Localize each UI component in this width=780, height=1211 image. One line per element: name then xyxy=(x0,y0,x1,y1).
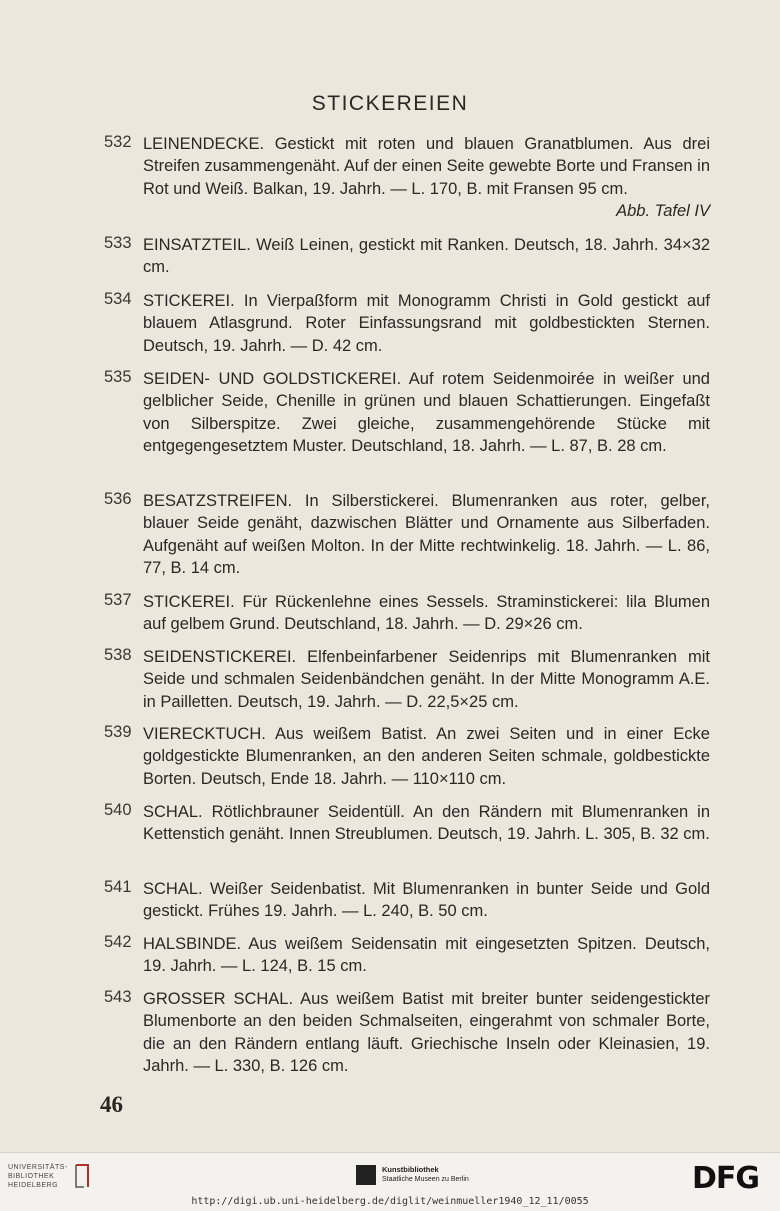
entry-number: 539 xyxy=(104,723,132,741)
source-url-link[interactable]: http://digi.ub.uni-heidelberg.de/diglit/weinmueller1940_12_11/0055 xyxy=(191,1196,589,1207)
catalog-entry-535 xyxy=(104,368,710,458)
catalog-entry-542 xyxy=(104,933,710,978)
entry-text: LEINENDECKE. Gestickt mit roten und blauen Granatblumen. Aus drei Streifen zusammengenäht. Auf der einen Seite gewebte Borte und Fransen in Rot und Weiß. Balkan, 19. Jahrh. — L. 170, B. mit Fransen 95 cm. Abb. Tafel IV xyxy=(143,133,710,200)
catalog-entry-539 xyxy=(104,723,710,790)
entry-text: SEIDENSTICKEREI. Elfenbeinfarbener Seidenrips mit Blumenranken mit Seide und schmalen Seidenbändchen genäht. In der Mitte Monogramm A.E. in Pailletten. Deutsch, 19. Jahrh. — D. 22,5×25 cm. xyxy=(143,648,710,711)
entry-text: SEIDEN- UND GOLDSTICKEREI. Auf rotem Seidenmoirée in weißer und gelblicher Seide, Chenille in grünen und blauen Schattierungen. Eingefaßt von Silberspitze. Zwei gleiche, zusammengehörende Stücke mit entgegengesetztem Muster. Deutschland, 18. Jahrh. — L. 87, B. 28 cm. xyxy=(143,370,710,456)
catalog-entry-533 xyxy=(104,234,710,279)
kunstbibliothek-logo-icon[interactable] xyxy=(356,1165,376,1185)
catalog-entry-540 xyxy=(104,801,710,846)
entry-text: HALSBINDE. Aus weißem Seidensatin mit eingesetzten Spitzen. Deutsch, 19. Jahrh. — L. 124, B. 15 cm. xyxy=(143,935,710,976)
catalog-entry-538 xyxy=(104,646,710,713)
page-title: STICKEREIEN xyxy=(311,92,469,115)
catalog-entry-543 xyxy=(104,988,710,1078)
entry-number: 540 xyxy=(104,801,132,819)
catalog-entry-537 xyxy=(104,591,710,636)
entry-number: 534 xyxy=(104,290,132,308)
entry-text: VIERECKTUCH. Aus weißem Batist. An zwei Seiten und in einer Ecke goldgestickte Blumenranken, an den anderen Seiten schmale, goldbestickte Borten. Deutsch, Ende 18. Jahrh. — 110×110 cm. xyxy=(143,725,710,788)
page-number: 46 xyxy=(100,1092,123,1117)
entry-number: 535 xyxy=(104,368,132,386)
kunstbibliothek-label: Kunstbibliothek Staatliche Museen zu Berlin xyxy=(382,1165,469,1183)
entry-text: SCHAL. Rötlichbrauner Seidentüll. An den Rändern mit Blumenranken in Kettenstich genäht. Innen Streublumen. Deutsch, 19. Jahrh. L. 305, B. 32 cm. xyxy=(143,803,710,844)
entry-number: 536 xyxy=(104,490,132,508)
university-logo-icon[interactable] xyxy=(70,1161,94,1191)
entry-number: 538 xyxy=(104,646,132,664)
catalog-entry-536 xyxy=(104,490,710,580)
entry-number: 542 xyxy=(104,933,132,951)
university-library-label: UNIVERSITÄTS- BIBLIOTHEK HEIDELBERG xyxy=(8,1164,68,1189)
entry-number: 533 xyxy=(104,234,132,252)
entry-number: 537 xyxy=(104,591,132,609)
entry-text: STICKEREI. Für Rückenlehne eines Sessels. Straminstickerei: lila Blumen auf gelbem Grund. Deutschland, 18. Jahrh. — D. 29×26 cm. xyxy=(143,593,710,634)
entry-text: BESATZSTREIFEN. In Silberstickerei. Blumenranken aus roter, gelber, blauer Seide genäht, dazwischen Blätter und Ornamente aus Silberfaden. Aufgenäht auf weißen Molton. In der Mitte rechtwinkelig. 18. Jahrh. — L. 86, 77, B. 14 cm. xyxy=(143,492,710,578)
catalog-entry-541 xyxy=(104,878,710,923)
catalog-entry-532 xyxy=(104,133,710,223)
entry-text: SCHAL. Weißer Seidenbatist. Mit Blumenranken in bunter Seide und Gold gestickt. Frühes 19. Jahrh. — L. 240, B. 50 cm. xyxy=(143,880,710,921)
entry-text: EINSATZTEIL. Weiß Leinen, gestickt mit Ranken. Deutsch, 18. Jahrh. 34×32 cm. xyxy=(143,236,710,277)
entry-text: STICKEREI. In Vierpaßform mit Monogramm Christi in Gold gestickt auf blauem Atlasgrund. Roter Einfassungsrand mit goldbestickten Sternen. Deutsch, 19. Jahrh. — D. 42 cm. xyxy=(143,292,710,355)
entry-number: 543 xyxy=(104,988,132,1006)
catalog-entry-534 xyxy=(104,290,710,357)
entry-number: 532 xyxy=(104,133,132,151)
entry-text: GROSSER SCHAL. Aus weißem Batist mit breiter bunter seidengestickter Blumenborte an den beiden Schmalseiten, eingerahmt von schmaler Borte, die an den Rändern entlang läuft. Griechische Inseln oder Kleinasien, 19. Jahrh. — L. 330, B. 126 cm. xyxy=(143,990,710,1076)
plate-reference: Abb. Tafel IV xyxy=(616,202,710,221)
entry-number: 541 xyxy=(104,878,132,896)
dfg-logo[interactable]: DFG xyxy=(692,1161,760,1196)
